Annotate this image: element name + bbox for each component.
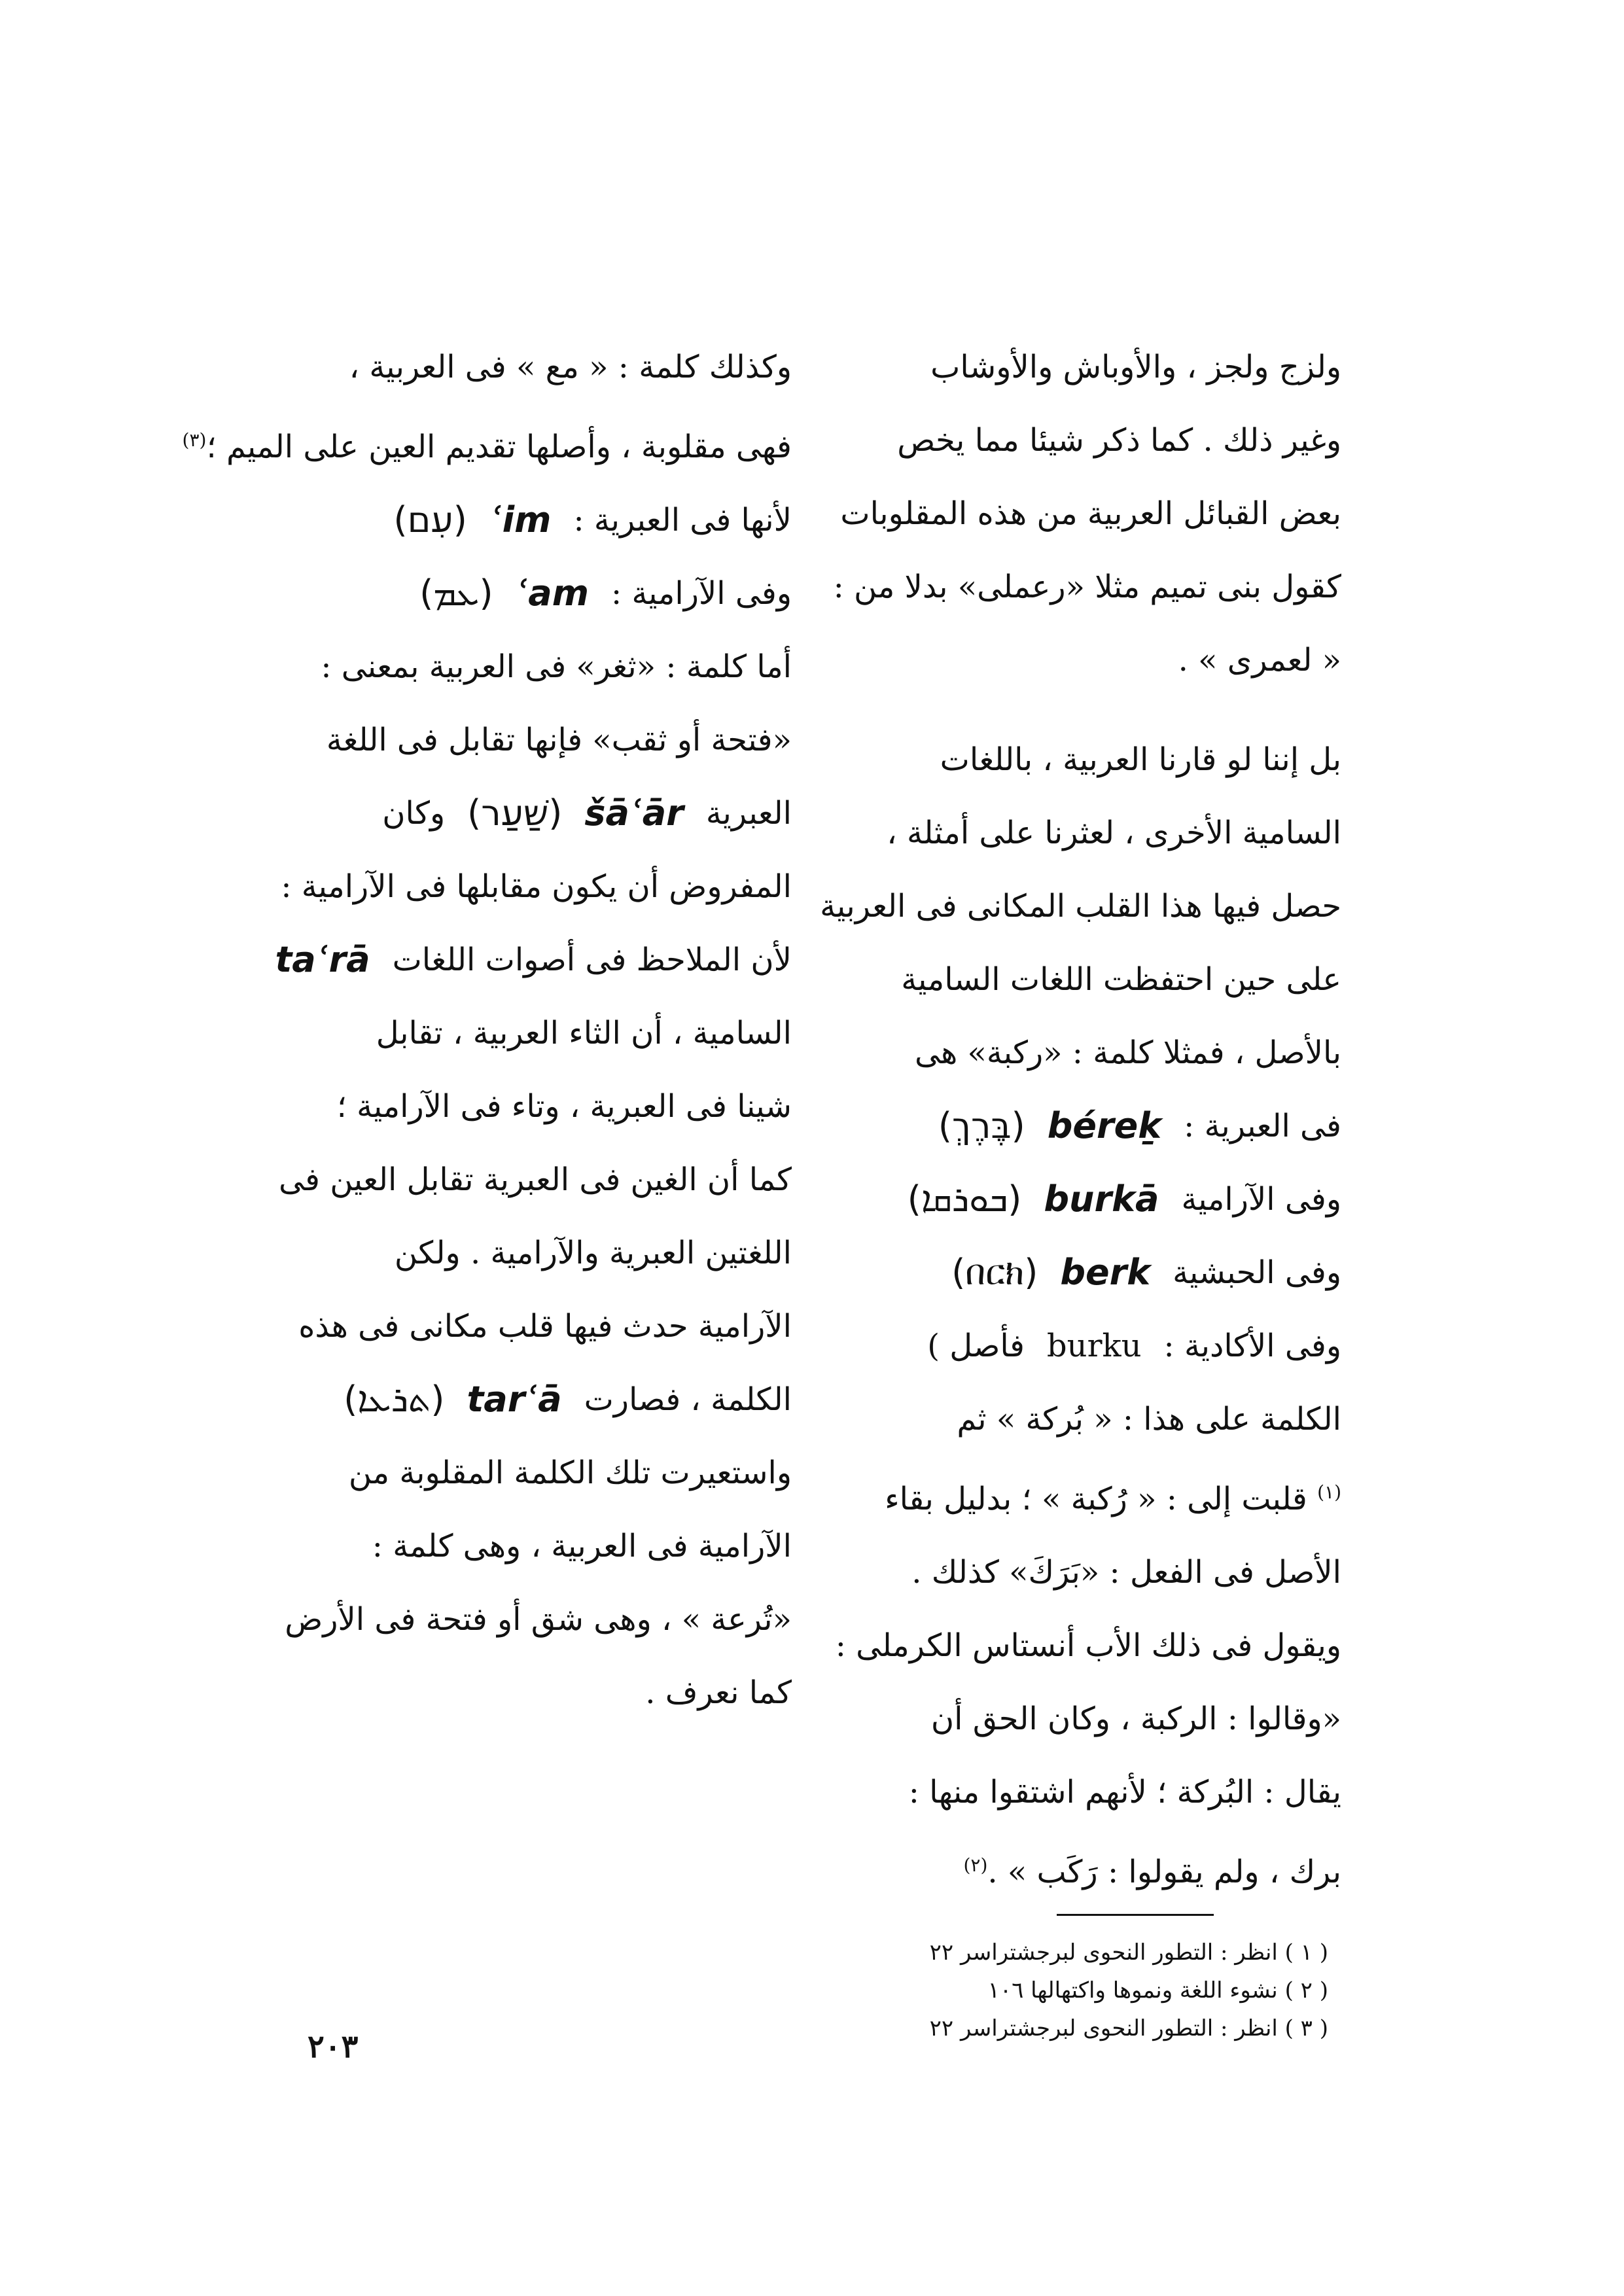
example-label: وفى الآرامية :	[611, 575, 792, 612]
text-line: الأصل فى الفعل : «بَرَكَ» كذلك .	[911, 1554, 1341, 1591]
ethiopic-script: (በርክ)	[951, 1252, 1038, 1293]
example-hebrew-shaar	[288, 777, 792, 850]
text-line: «وقالوا : الركبة ، وكان الحق أن	[930, 1701, 1341, 1737]
syriac-script: (ܬܪܥܐ)	[344, 1379, 445, 1420]
example-ethiopic-berk	[844, 1236, 1341, 1309]
transliteration: ʿim	[489, 499, 552, 540]
text-line: الآرامية فى العربية ، وهى كلمة :	[372, 1528, 792, 1564]
footnote: ( ٢ ) نشوء اللغة ونموها واكتهالها ١٠٦	[987, 1977, 1328, 2004]
text-line-with-ref: $^{(١)}$ قلبت إلى : « رُكبة » ؛ بدليل بقاء	[885, 1481, 1341, 1517]
transliteration: ʿam	[515, 573, 590, 614]
text-line: شينا فى العبرية ، وتاء فى الآرامية ؛	[336, 1088, 792, 1125]
footnote-ref: (٢)	[963, 1854, 988, 1876]
text-line-with-ref: فهى مقلوبة ، وأصلها تقديم العين على الميم ؛$^{(٣)}$	[182, 429, 792, 465]
example-tail: فأصل )	[927, 1328, 1025, 1364]
example-aramaic-burka	[844, 1163, 1341, 1236]
footnote-ref: (٣)	[182, 429, 207, 451]
text-line: بعض القبائل العربية من هذه المقلوبات	[840, 495, 1341, 532]
example-aramaic-tara-metathesis	[288, 1363, 792, 1436]
footnote-ref: (١)	[1317, 1481, 1341, 1503]
text-line: اللغتين العبرية والآرامية . ولكن	[394, 1235, 792, 1271]
text-line: أما كلمة : «ثغر» فى العربية بمعنى :	[321, 648, 792, 685]
example-hebrew-berekh	[844, 1089, 1341, 1163]
example-label: وفى الحبشية	[1173, 1254, 1341, 1291]
text-line: السامية الأخرى ، لعثرنا على أمثلة ،	[887, 815, 1341, 851]
text-line: بل إننا لو قارنا العربية ، باللغات	[940, 741, 1341, 778]
text-line: وكذلك كلمة : « مع » فى العربية ،	[349, 349, 792, 385]
text-line: واستعيرت تلك الكلمة المقلوبة من	[348, 1455, 792, 1491]
example-label: لأن الملاحظ فى أصوات اللغات	[392, 942, 792, 978]
transliteration: berk	[1060, 1252, 1151, 1293]
syriac-script: (ܒܘܪܩܐ)	[907, 1178, 1022, 1220]
example-tail: وكان	[382, 795, 446, 832]
hebrew-script: (שַׁעַר)	[467, 792, 563, 834]
hebrew-script: (עִם)	[393, 499, 467, 540]
footnote: ( ١ ) انظر : التطور النحوى لبرجشتراسر ٢٢	[929, 1939, 1328, 1966]
text-line-with-ref: برك ، ولم يقولوا : رَكَب » .$^{(٢)}$	[963, 1854, 1341, 1890]
example-hebrew-im	[288, 484, 792, 557]
example-label: وفى الأكادية :	[1163, 1328, 1341, 1364]
text-line: ولزج ولجز ، والأوباش والأوشاب	[930, 349, 1341, 385]
text-line: كما أن الغين فى العبرية تقابل العين فى	[279, 1161, 792, 1198]
right-column	[820, 330, 1341, 1909]
text-line: بالأصل ، فمثلا كلمة : «ركبة» هى	[914, 1034, 1341, 1071]
example-label: العبرية	[705, 795, 792, 832]
example-label: وفى الآرامية	[1181, 1181, 1341, 1218]
syriac-script: (ܥܡ)	[419, 573, 493, 614]
text-line: «تُرعة » ، وهى شق أو فتحة فى الأرض	[285, 1601, 792, 1638]
transliteration: burkā	[1044, 1178, 1159, 1220]
text-line: « لعمرى » .	[1178, 642, 1341, 679]
akkadian-word: burku	[1046, 1328, 1142, 1364]
text-line: «فتحة أو ثقب» فإنها تقابل فى اللغة	[326, 722, 792, 758]
text-line: ويقول فى ذلك الأب أنستاس الكرملى :	[835, 1627, 1341, 1664]
text-line: السامية ، أن الثاء العربية ، تقابل	[376, 1015, 792, 1051]
footnote-divider	[1057, 1914, 1214, 1916]
transliteration: šāʿār	[584, 792, 684, 834]
example-label: فى العبرية :	[1184, 1108, 1341, 1144]
text-line: على حين احتفظت اللغات السامية	[901, 961, 1341, 998]
text-line: حصل فيها هذا القلب المكانى فى العربية	[820, 888, 1341, 925]
text-line: كقول بنى تميم مثلا «رعملى» بدلا من :	[833, 569, 1341, 605]
page-number: ٢٠٣	[308, 2028, 359, 2065]
text-line: وغير ذلك . كما ذكر شيئا مما يخص	[897, 422, 1341, 459]
example-label: لأنها فى العبرية :	[573, 502, 792, 539]
example-label: الكلمة ، فصارت	[584, 1381, 792, 1418]
transliteration: béreḵ	[1047, 1105, 1162, 1146]
example-akkadian-burku	[844, 1309, 1341, 1383]
text-line: الآرامية حدث فيها قلب مكانى فى هذه	[298, 1308, 792, 1345]
example-aramaic-tara	[275, 923, 792, 997]
transliteration: taʿrā	[275, 939, 370, 980]
hebrew-script: (בֶּרֶךְ)	[938, 1105, 1025, 1146]
transliteration: tarʿā	[467, 1379, 562, 1420]
left-column	[182, 330, 792, 1729]
text-line: المفروض أن يكون مقابلها فى الآرامية :	[281, 868, 792, 905]
text-line: يقال : البُركة ؛ لأنهم اشتقوا منها :	[908, 1774, 1341, 1810]
footnote: ( ٣ ) انظر : التطور النحوى لبرجشتراسر ٢٢	[929, 2015, 1328, 2041]
text-line: الكلمة على هذا : « بُركة » ثم	[957, 1401, 1341, 1438]
example-aramaic-am	[288, 557, 792, 630]
footnotes	[785, 1934, 1328, 2047]
text-line: كما نعرف .	[645, 1674, 792, 1711]
